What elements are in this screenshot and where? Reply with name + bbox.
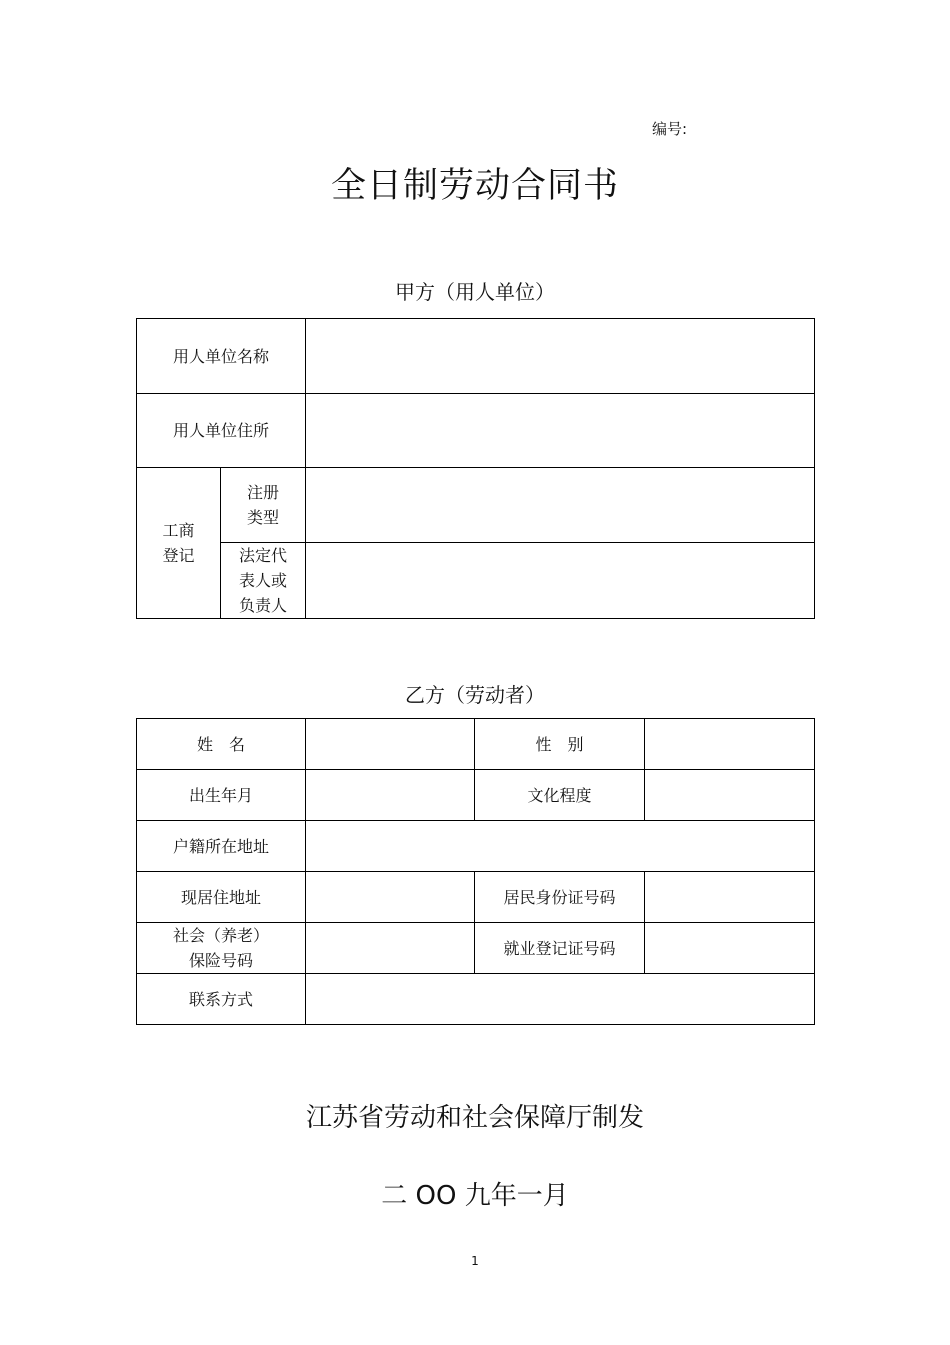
registration-type-field[interactable] — [306, 468, 815, 543]
education-field[interactable] — [645, 770, 815, 821]
party-b-section-title: 乙方（劳动者） — [405, 683, 545, 707]
employer-name-label: 用人单位名称 — [137, 319, 306, 394]
party-a-table — [136, 318, 815, 619]
serial-number-label: 编号: — [652, 120, 688, 138]
social-insurance-label: 社会（养老） 保险号码 — [137, 923, 306, 974]
birth-date-label: 出生年月 — [137, 770, 306, 821]
contact-label: 联系方式 — [137, 974, 306, 1025]
legal-representative-label: 法定代 表人或 负责人 — [221, 543, 306, 619]
name-label: 姓 名 — [137, 719, 306, 770]
employer-name-field[interactable] — [306, 319, 815, 394]
social-insurance-field[interactable] — [306, 923, 475, 974]
gender-field[interactable] — [645, 719, 815, 770]
current-address-field[interactable] — [306, 872, 475, 923]
current-address-label: 现居住地址 — [137, 872, 306, 923]
name-field[interactable] — [306, 719, 475, 770]
employer-address-field[interactable] — [306, 394, 815, 468]
contact-field[interactable] — [306, 974, 815, 1025]
business-registration-label: 工商 登记 — [137, 468, 221, 619]
page-number: 1 — [471, 1254, 479, 1268]
household-address-field[interactable] — [306, 821, 815, 872]
employment-registration-label: 就业登记证号码 — [475, 923, 645, 974]
document-title: 全日制劳动合同书 — [330, 166, 619, 206]
birth-date-field[interactable] — [306, 770, 475, 821]
id-number-field[interactable] — [645, 872, 815, 923]
household-address-label: 户籍所在地址 — [137, 821, 306, 872]
issue-date: 二 OO 九年一月 — [381, 1181, 569, 1211]
legal-representative-field[interactable] — [306, 543, 815, 619]
education-label: 文化程度 — [475, 770, 645, 821]
employment-registration-field[interactable] — [645, 923, 815, 974]
party-a-section-title: 甲方（用人单位） — [395, 280, 555, 304]
gender-label: 性 别 — [475, 719, 645, 770]
id-number-label: 居民身份证号码 — [475, 872, 645, 923]
employer-address-label: 用人单位住所 — [137, 394, 306, 468]
issuer-text: 江苏省劳动和社会保障厅制发 — [305, 1103, 644, 1133]
party-b-table — [136, 718, 815, 1025]
registration-type-label: 注册 类型 — [221, 468, 306, 543]
